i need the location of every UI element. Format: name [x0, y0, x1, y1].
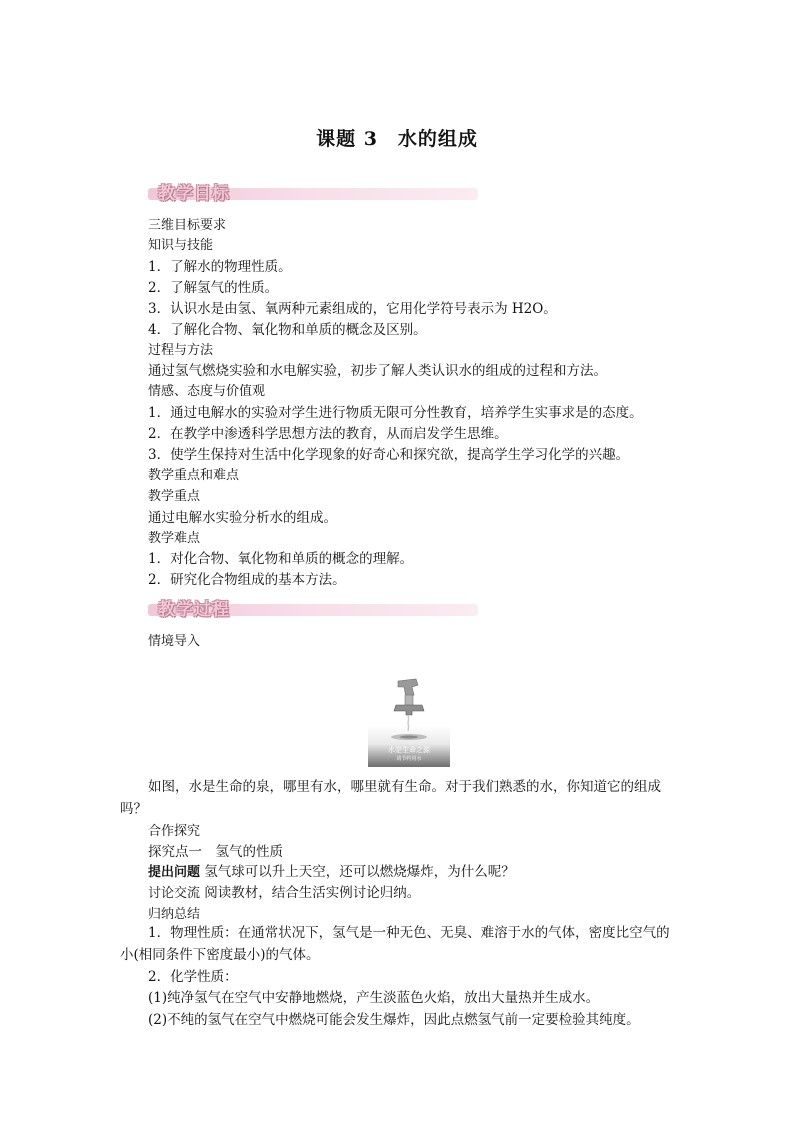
banner-label: 教学过程: [158, 600, 230, 620]
discussion-line: [148, 883, 420, 904]
coop-heading: 合作探究: [148, 824, 201, 839]
goal-item: 2．研究化合物组成的基本方法。: [148, 572, 346, 588]
goal-item: 1．了解水的物理性质。: [148, 259, 292, 275]
exploration-point: 探究点一 氢气的性质: [148, 844, 283, 860]
goal-item: 1．对化合物、氧化物和单质的概念的理解。: [148, 551, 414, 567]
summary-item: 1．物理性质：在通常状况下，氢气是一种无色、无臭、难溶于水的气体，密度比空气的小(相同条件下密度最小)的气体。: [120, 925, 670, 963]
image-subcaption: 请节约用水: [396, 756, 422, 762]
section-banner-goals: [148, 182, 478, 206]
difficulty-heading: 教学难点: [148, 531, 201, 546]
summary-item: (1)纯净氢气在空气中安静地燃烧，产生淡蓝色火焰，放出大量热并生成水。: [148, 990, 600, 1006]
discussion-label: 讨论交流: [148, 886, 201, 901]
goal-item: 通过电解水实验分析水的组成。: [148, 510, 337, 526]
goal-item: 3．使学生保持对生活中化学现象的好奇心和探究欲，提高学生学习化学的兴趣。: [148, 447, 630, 463]
intro-heading: 情境导入: [148, 634, 201, 649]
goal-item: 3．认识水是由氢、氧两种元素组成的，它用化学符号表示为 H2O。: [148, 301, 557, 317]
banner-label: 教学目标: [158, 184, 230, 204]
knowledge-heading: 知识与技能: [148, 238, 214, 253]
discussion-text: 阅读教材，结合生活实例讨论归纳。: [200, 885, 421, 901]
goal-item: 1．通过电解水的实验对学生进行物质无限可分性教育，培养学生实事求是的态度。: [148, 405, 643, 421]
summary-heading: 归纳总结: [148, 907, 201, 922]
image-caption: 水是生命之源: [388, 746, 430, 754]
water-tap-illustration: [368, 675, 450, 767]
question-line: [148, 862, 515, 883]
goal-item: 2．在教学中渗透科学思想方法的教育，从而启发学生思维。: [148, 426, 508, 442]
focus-heading: 教学重点: [148, 489, 201, 504]
question-label: 提出问题: [148, 865, 201, 880]
goal-item: 通过氢气燃烧实验和水电解实验，初步了解人类认识水的组成的过程和方法。: [148, 363, 607, 379]
emotion-heading: 情感、态度与价值观: [148, 384, 266, 399]
goals-heading: 三维目标要求: [148, 218, 227, 233]
intro-paragraph: 如图，水是生命的泉，哪里有水，哪里就有生命。对于我们熟悉的水，你知道它的组成吗？: [120, 779, 661, 817]
goal-item: 4．了解化合物、氧化物和单质的概念及区别。: [148, 322, 427, 338]
summary-item: (2)不纯的氢气在空气中燃烧可能会发生爆炸，因此点燃氢气前一定要检验其纯度。: [148, 1012, 640, 1028]
question-text: 氢气球可以升上天空，还可以燃烧爆炸，为什么呢？: [200, 864, 515, 880]
summary-item: 2．化学性质：: [148, 969, 238, 985]
key-heading: 教学重点和难点: [148, 468, 240, 483]
section-banner-process: [148, 598, 478, 622]
method-heading: 过程与方法: [148, 343, 214, 358]
page-title: 课题 3 水的组成: [316, 128, 478, 150]
goal-item: 2．了解氢气的性质。: [148, 280, 279, 296]
